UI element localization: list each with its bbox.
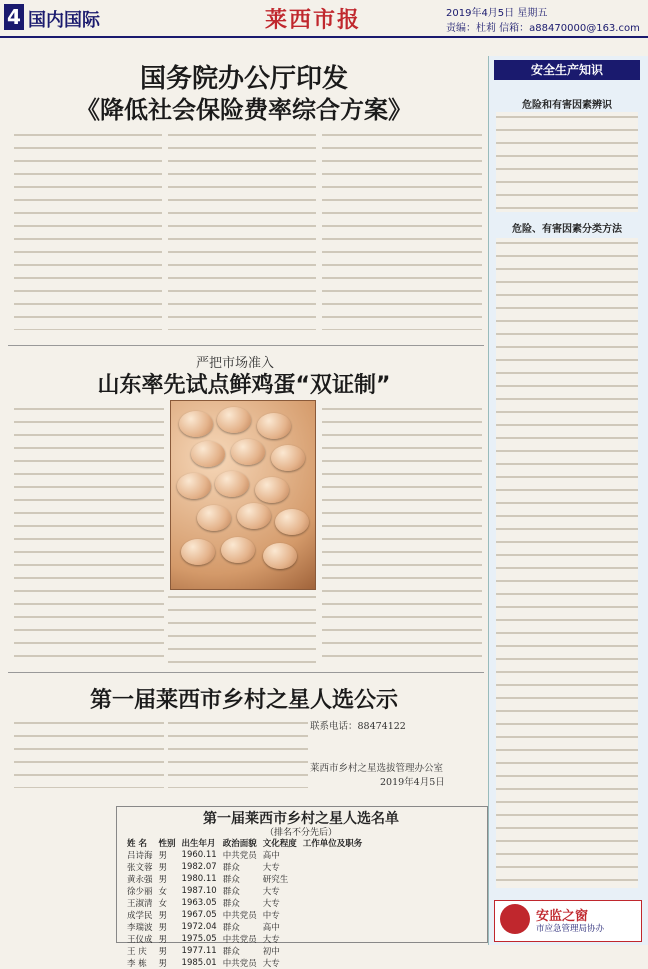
sidebar-text-placeholder: [496, 238, 638, 888]
article1-title-line2: 《降低社会保险费率综合方案》: [76, 96, 412, 124]
table-cell: [300, 933, 366, 945]
table-row: [124, 861, 365, 873]
names-table: [124, 837, 365, 969]
table-cell: 1967.05: [181, 910, 217, 920]
table-cell: 大专: [262, 887, 280, 897]
article2-col3-placeholder: [322, 404, 482, 664]
table-cell: 李瑞波: [127, 923, 153, 933]
table-cell: 高中: [262, 923, 280, 933]
table-header: 姓 名: [127, 839, 147, 849]
table-row: [124, 921, 365, 933]
table-cell: 群众: [222, 899, 240, 909]
page-number: 4: [4, 4, 24, 30]
table-header: 政治面貌: [222, 839, 257, 849]
table-cell: 男: [158, 959, 168, 969]
divider: [8, 345, 484, 346]
table-cell: [300, 921, 366, 933]
table-row: [124, 945, 365, 957]
table-cell: 初中: [262, 947, 280, 957]
sidebar-header: 安全生产知识: [494, 60, 640, 80]
table-cell: 1963.05: [181, 898, 217, 908]
table-cell: 研究生: [262, 875, 289, 885]
article2-kicker: 严把市场准入: [196, 356, 275, 371]
table-cell: [300, 909, 366, 921]
table-cell: 大专: [262, 935, 280, 945]
table-cell: 大专: [262, 863, 280, 873]
table-cell: 男: [158, 923, 168, 933]
table-cell: 中专: [262, 911, 280, 921]
table-cell: 张文蓉: [127, 863, 153, 873]
table-header: 工作单位及职务: [302, 839, 363, 849]
names-table-title: 第一届莱西市乡村之星人选名单: [203, 811, 399, 827]
table-cell: 中共党员: [222, 935, 257, 945]
paper-name: 莱西市报: [265, 7, 362, 33]
signature-org: 莱西市乡村之星选拔管理办公室: [310, 763, 444, 774]
article1-col1-placeholder: [14, 130, 162, 330]
logo-subtitle: 市应急管理局协办: [536, 924, 605, 934]
table-cell: [300, 945, 366, 957]
sidebar-text-placeholder: [496, 112, 638, 212]
eggs-photo: [170, 400, 316, 590]
article2-col2-placeholder: [168, 592, 316, 664]
table-cell: 徐少丽: [127, 887, 153, 897]
table-cell: 中共党员: [222, 911, 257, 921]
table-cell: 1985.01: [181, 958, 217, 968]
table-row: [124, 909, 365, 921]
table-cell: 王淑清: [127, 899, 153, 909]
divider: [8, 672, 484, 673]
table-row: [124, 897, 365, 909]
table-cell: [300, 957, 366, 969]
table-cell: 男: [158, 911, 168, 921]
article3-col1-placeholder: [14, 718, 164, 788]
table-cell: 群众: [222, 947, 240, 957]
table-cell: [300, 885, 366, 897]
table-cell: 1987.10: [181, 886, 217, 896]
article1-col2-placeholder: [168, 130, 316, 330]
table-cell: 成学民: [127, 911, 153, 921]
table-header: 文化程度: [262, 839, 297, 849]
contact-phone: 联系电话：88474122: [310, 721, 406, 732]
table-cell: 女: [158, 899, 168, 909]
table-cell: 1980.11: [181, 874, 217, 884]
table-cell: 1960.11: [181, 850, 217, 860]
table-row: [124, 873, 365, 885]
table-row: [124, 957, 365, 969]
table-cell: 群众: [222, 863, 240, 873]
table-row: [124, 849, 365, 861]
table-cell: 大专: [262, 899, 280, 909]
table-cell: 王 庆: [127, 947, 147, 957]
table-cell: 王仪成: [127, 935, 153, 945]
table-cell: 男: [158, 875, 168, 885]
article3-title: 第一届莱西市乡村之星人选公示: [89, 688, 398, 713]
table-cell: 男: [158, 851, 168, 861]
table-cell: [300, 897, 366, 909]
article1-title-line1: 国务院办公厅印发: [139, 64, 348, 94]
article3-col2-placeholder: [168, 718, 308, 788]
table-cell: 中共党员: [222, 851, 257, 861]
table-cell: 1972.04: [181, 922, 217, 932]
table-cell: 群众: [222, 923, 240, 933]
sidebar-subtitle1: 危险和有害因素辨识: [522, 100, 612, 111]
table-cell: 1975.05: [181, 934, 217, 944]
table-cell: 吕诗海: [127, 851, 153, 861]
article1-col3-placeholder: [322, 130, 482, 330]
emblem-icon: [500, 904, 530, 934]
table-cell: [300, 861, 366, 873]
editors-line: 责编：杜莉 信箱：a88470000@163.com: [446, 23, 640, 34]
section-name: 国内国际: [28, 10, 100, 31]
table-cell: [300, 873, 366, 885]
signature-date: 2019年4月5日: [380, 777, 445, 788]
table-header: 性别: [158, 839, 176, 849]
article2-title: 山东率先试点鲜鸡蛋“双证制”: [97, 373, 391, 398]
article2-col1-placeholder: [14, 404, 164, 664]
table-cell: 大专: [262, 959, 280, 969]
table-cell: 中共党员: [222, 959, 257, 969]
issue-date: 2019年4月5日 星期五: [446, 8, 548, 19]
table-row: [124, 885, 365, 897]
table-cell: 男: [158, 947, 168, 957]
table-cell: 高中: [262, 851, 280, 861]
table-cell: 群众: [222, 875, 240, 885]
table-cell: 群众: [222, 887, 240, 897]
table-cell: 女: [158, 887, 168, 897]
table-cell: 男: [158, 863, 168, 873]
table-cell: 男: [158, 935, 168, 945]
sidebar-subtitle2: 危险、有害因素分类方法: [512, 224, 622, 235]
table-cell: [300, 849, 366, 861]
table-header: 出生年月: [181, 839, 216, 849]
table-cell: 1977.11: [181, 946, 217, 956]
table-cell: 1982.07: [181, 862, 217, 872]
table-cell: 李 栋: [127, 959, 147, 969]
logo-title: 安监之窗: [536, 909, 589, 924]
table-row: [124, 933, 365, 945]
names-table-subtitle: （排名不分先后）: [264, 828, 337, 838]
table-cell: 黄永强: [127, 875, 153, 885]
